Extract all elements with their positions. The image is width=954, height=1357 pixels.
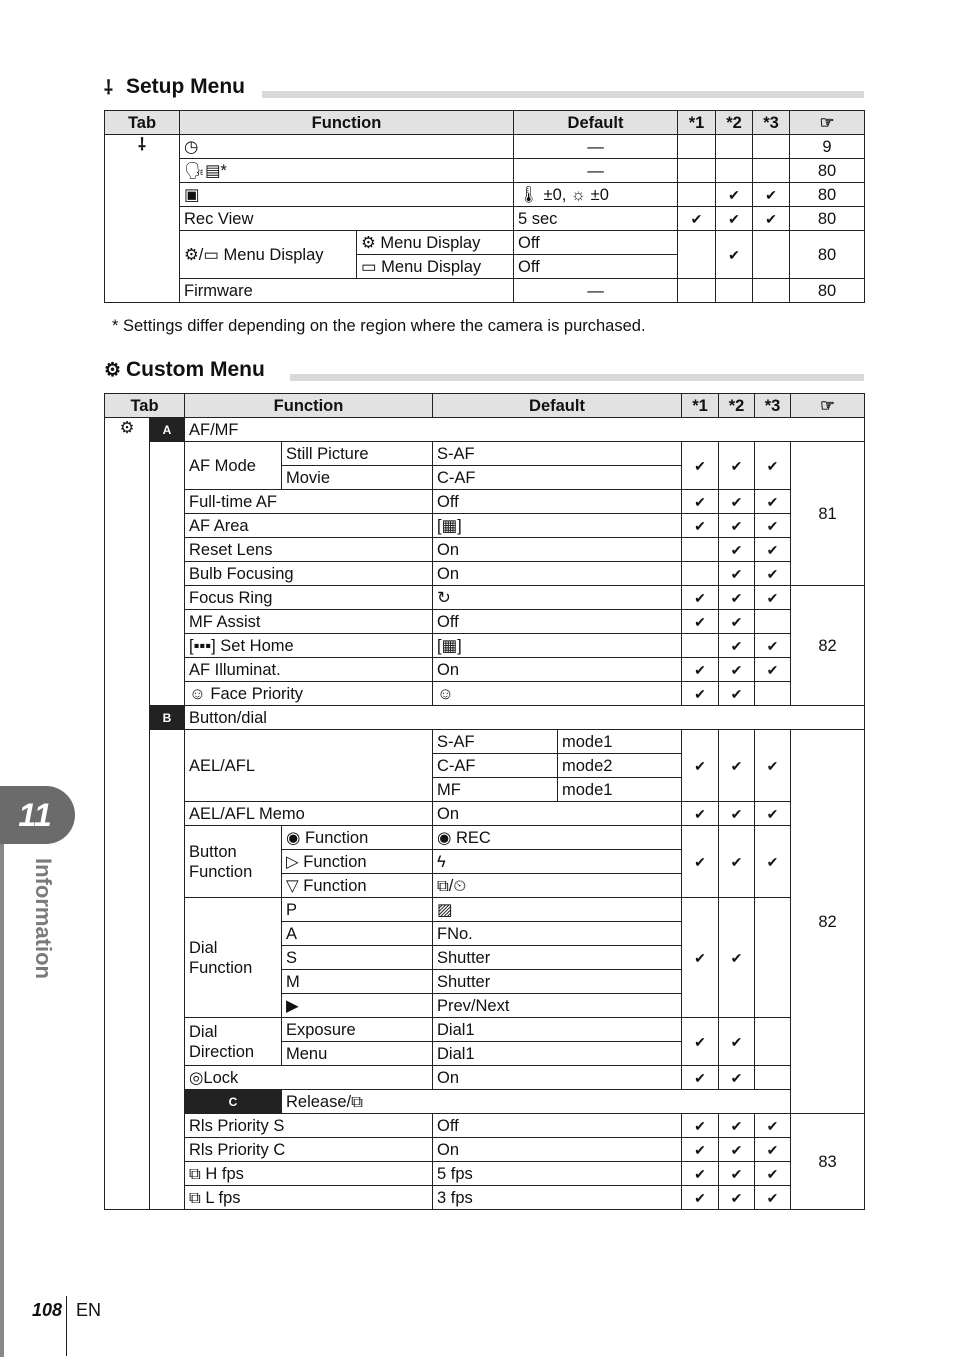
check bbox=[753, 135, 790, 159]
table-row bbox=[105, 682, 865, 706]
group-spacer bbox=[150, 1114, 185, 1210]
function-label: ⧉ L fps bbox=[185, 1186, 433, 1210]
check: ✔ bbox=[682, 1162, 719, 1186]
header-note3: *3 bbox=[753, 111, 790, 135]
group-label: AF/MF bbox=[185, 418, 865, 442]
sub-label: C-AF bbox=[433, 754, 558, 778]
check bbox=[678, 231, 716, 279]
table-row bbox=[105, 1066, 865, 1090]
default-value: Off bbox=[514, 255, 678, 279]
group-header bbox=[105, 1090, 865, 1114]
check: ✔ bbox=[719, 490, 755, 514]
table-row bbox=[105, 658, 865, 682]
check: ✔ bbox=[716, 231, 753, 279]
function-label: Rls Priority S bbox=[185, 1114, 433, 1138]
gears-icon: ⚙ bbox=[104, 359, 122, 381]
check: ✔ bbox=[719, 658, 755, 682]
check: ✔ bbox=[716, 183, 753, 207]
sub-label: Still Picture bbox=[282, 442, 433, 466]
default-value: Off bbox=[433, 610, 682, 634]
check: ✔ bbox=[719, 1186, 755, 1210]
gears-tab-icon: ⚙ bbox=[105, 418, 150, 1210]
sub-label: Exposure bbox=[282, 1018, 433, 1042]
check: ✔ bbox=[682, 586, 719, 610]
check: ✔ bbox=[719, 634, 755, 658]
custom-menu-title: ⚙ Custom Menu bbox=[104, 358, 265, 381]
default-value: [▦] bbox=[433, 514, 682, 538]
check bbox=[682, 562, 719, 586]
wrench-icon: ⸸ bbox=[104, 78, 113, 99]
check bbox=[678, 279, 716, 303]
check bbox=[755, 682, 791, 706]
function-label: Dial Function bbox=[185, 898, 282, 1018]
function-label: Firmware bbox=[180, 279, 514, 303]
check: ✔ bbox=[719, 514, 755, 538]
check: ✔ bbox=[755, 634, 791, 658]
function-label: Full-time AF bbox=[185, 490, 433, 514]
table-header bbox=[105, 111, 865, 135]
default-value: — bbox=[514, 279, 678, 303]
default-value: — bbox=[514, 159, 678, 183]
page-number: 108 bbox=[32, 1300, 63, 1320]
check: ✔ bbox=[719, 538, 755, 562]
check: ✔ bbox=[682, 826, 719, 898]
check: ✔ bbox=[755, 802, 791, 826]
header-tab: Tab bbox=[105, 394, 185, 418]
check: ✔ bbox=[719, 826, 755, 898]
default-value: On bbox=[433, 802, 682, 826]
check: ✔ bbox=[719, 1114, 755, 1138]
check: ✔ bbox=[753, 207, 790, 231]
menu-display-label: ⚙/▭ Menu Display bbox=[180, 231, 357, 279]
header-note2: *2 bbox=[719, 394, 755, 418]
function-label: AF Mode bbox=[185, 442, 282, 490]
check: ✔ bbox=[755, 586, 791, 610]
sub-label: Movie bbox=[282, 466, 433, 490]
default-value: C-AF bbox=[433, 466, 682, 490]
default-value: ☺ bbox=[433, 682, 682, 706]
clock-icon: ◷ bbox=[180, 135, 514, 159]
table-row bbox=[105, 1162, 865, 1186]
default-value: ↻ bbox=[433, 586, 682, 610]
page-ref: 9 bbox=[790, 135, 865, 159]
monitor-icon: ▣ bbox=[180, 183, 514, 207]
function-label: ◎Lock bbox=[185, 1066, 433, 1090]
check: ✔ bbox=[755, 538, 791, 562]
table-row bbox=[105, 538, 865, 562]
default-value: ◉ REC bbox=[433, 826, 682, 850]
function-label: Focus Ring bbox=[185, 586, 433, 610]
chapter-rule bbox=[0, 843, 4, 1357]
header-note1: *1 bbox=[682, 394, 719, 418]
wrench-tab-icon: ⸸ bbox=[105, 135, 180, 303]
default-value: 🌡 ±0, ☼ ±0 bbox=[514, 183, 678, 207]
default-value: On bbox=[433, 1138, 682, 1162]
table-row bbox=[105, 231, 865, 255]
footer-divider bbox=[66, 1296, 67, 1356]
table-row bbox=[105, 442, 865, 466]
check: ✔ bbox=[682, 1114, 719, 1138]
check: ✔ bbox=[682, 802, 719, 826]
check: ✔ bbox=[719, 1162, 755, 1186]
check: ✔ bbox=[682, 1138, 719, 1162]
group-header bbox=[105, 706, 865, 730]
check: ✔ bbox=[719, 442, 755, 490]
group-spacer bbox=[150, 442, 185, 706]
default-value: Shutter bbox=[433, 970, 682, 994]
chapter-number: 11 bbox=[18, 797, 52, 833]
function-label: Dial Direction bbox=[185, 1018, 282, 1066]
header-default: Default bbox=[514, 111, 678, 135]
default-value: Dial1 bbox=[433, 1042, 682, 1066]
check: ✔ bbox=[755, 730, 791, 802]
check bbox=[682, 634, 719, 658]
group-label: Button/dial bbox=[185, 706, 865, 730]
header-function: Function bbox=[185, 394, 433, 418]
function-label: Bulb Focusing bbox=[185, 562, 433, 586]
check bbox=[678, 183, 716, 207]
check bbox=[716, 135, 753, 159]
setup-menu-table bbox=[104, 110, 865, 303]
table-row bbox=[105, 730, 865, 754]
section-rule bbox=[262, 91, 864, 98]
table-row bbox=[105, 1018, 865, 1042]
default-value: S-AF bbox=[433, 442, 682, 466]
default-value: 5 fps bbox=[433, 1162, 682, 1186]
check: ✔ bbox=[682, 1186, 719, 1210]
check bbox=[755, 1066, 791, 1090]
check: ✔ bbox=[755, 1114, 791, 1138]
page-language: EN bbox=[76, 1300, 102, 1320]
check: ✔ bbox=[682, 514, 719, 538]
default-value: FNo. bbox=[433, 922, 682, 946]
chapter-label: Information bbox=[31, 858, 56, 979]
check: ✔ bbox=[682, 1066, 719, 1090]
default-value: mode1 bbox=[558, 730, 682, 754]
sub-label: S bbox=[282, 946, 433, 970]
check bbox=[755, 610, 791, 634]
group-label: Release/⧉ bbox=[282, 1090, 865, 1114]
info-menu-display: ▭ Menu Display bbox=[357, 255, 514, 279]
check: ✔ bbox=[755, 514, 791, 538]
check: ✔ bbox=[755, 442, 791, 490]
check bbox=[682, 538, 719, 562]
default-value: mode2 bbox=[558, 754, 682, 778]
check: ✔ bbox=[682, 898, 719, 1018]
custom-menu-table bbox=[104, 393, 865, 1210]
check bbox=[753, 231, 790, 279]
sub-label: MF bbox=[433, 778, 558, 802]
table-row bbox=[105, 183, 865, 207]
function-label: Reset Lens bbox=[185, 538, 433, 562]
function-label: Rec View bbox=[180, 207, 514, 231]
sub-label: A bbox=[282, 922, 433, 946]
check: ✔ bbox=[755, 826, 791, 898]
table-row bbox=[105, 279, 865, 303]
sub-label: ▷ Function bbox=[282, 850, 433, 874]
check: ✔ bbox=[719, 802, 755, 826]
check: ✔ bbox=[682, 730, 719, 802]
table-row bbox=[105, 826, 865, 850]
function-label: Button Function bbox=[185, 826, 282, 898]
sub-label: S-AF bbox=[433, 730, 558, 754]
check: ✔ bbox=[755, 658, 791, 682]
table-row bbox=[105, 490, 865, 514]
check bbox=[716, 279, 753, 303]
header-tab: Tab bbox=[105, 111, 180, 135]
table-row bbox=[105, 1186, 865, 1210]
custom-menu-display: ⚙ Menu Display bbox=[357, 231, 514, 255]
default-value: Prev/Next bbox=[433, 994, 682, 1018]
page-ref: 80 bbox=[790, 231, 865, 279]
table-row bbox=[105, 586, 865, 610]
check: ✔ bbox=[755, 490, 791, 514]
function-label: ☺ Face Priority bbox=[185, 682, 433, 706]
page-ref: 83 bbox=[791, 1114, 865, 1210]
check: ✔ bbox=[719, 610, 755, 634]
check: ✔ bbox=[719, 586, 755, 610]
function-label: MF Assist bbox=[185, 610, 433, 634]
group-a-icon: A bbox=[150, 418, 185, 442]
check: ✔ bbox=[719, 1066, 755, 1090]
check: ✔ bbox=[719, 562, 755, 586]
check: ✔ bbox=[719, 1018, 755, 1066]
page-ref: 82 bbox=[791, 730, 865, 1114]
check: ✔ bbox=[716, 207, 753, 231]
default-value: Shutter bbox=[433, 946, 682, 970]
header-note3: *3 bbox=[755, 394, 791, 418]
function-label: [▪▪▪] Set Home bbox=[185, 634, 433, 658]
section-rule bbox=[290, 374, 864, 381]
check: ✔ bbox=[719, 682, 755, 706]
page-ref-icon: ☞ bbox=[790, 111, 865, 135]
default-value: On bbox=[433, 658, 682, 682]
page-ref: 82 bbox=[791, 586, 865, 706]
language-icon: 🗣︎▤* bbox=[180, 159, 514, 183]
check bbox=[755, 898, 791, 1018]
page-ref-icon: ☞ bbox=[791, 394, 865, 418]
header-note1: *1 bbox=[678, 111, 716, 135]
check bbox=[753, 159, 790, 183]
default-value: ϟ bbox=[433, 850, 682, 874]
default-value: Dial1 bbox=[433, 1018, 682, 1042]
check: ✔ bbox=[682, 490, 719, 514]
sub-label: Menu bbox=[282, 1042, 433, 1066]
playback-icon: ▶ bbox=[282, 994, 433, 1018]
check: ✔ bbox=[719, 898, 755, 1018]
check: ✔ bbox=[678, 207, 716, 231]
check: ✔ bbox=[682, 610, 719, 634]
table-row bbox=[105, 1138, 865, 1162]
check: ✔ bbox=[755, 562, 791, 586]
check: ✔ bbox=[755, 1162, 791, 1186]
default-value: Off bbox=[433, 490, 682, 514]
table-row bbox=[105, 1114, 865, 1138]
check: ✔ bbox=[719, 730, 755, 802]
function-label: Rls Priority C bbox=[185, 1138, 433, 1162]
default-value: — bbox=[514, 135, 678, 159]
check: ✔ bbox=[755, 1186, 791, 1210]
sub-label: ▽ Function bbox=[282, 874, 433, 898]
table-row bbox=[105, 159, 865, 183]
default-value: 5 sec bbox=[514, 207, 678, 231]
table-header bbox=[105, 394, 865, 418]
table-row bbox=[105, 634, 865, 658]
default-value: Off bbox=[514, 231, 678, 255]
function-label: AF Illuminat. bbox=[185, 658, 433, 682]
footnote: * Settings differ depending on the region where the camera is purchased. bbox=[112, 317, 646, 335]
default-value: 3 fps bbox=[433, 1186, 682, 1210]
page-ref: 80 bbox=[790, 279, 865, 303]
group-b-icon: B bbox=[150, 706, 185, 730]
default-value: ⧉/⏲ bbox=[433, 874, 682, 898]
header-note2: *2 bbox=[716, 111, 753, 135]
function-label: AEL/AFL bbox=[185, 730, 433, 802]
check bbox=[678, 135, 716, 159]
check: ✔ bbox=[755, 1138, 791, 1162]
page-ref: 80 bbox=[790, 183, 865, 207]
table-row bbox=[105, 802, 865, 826]
page-ref: 80 bbox=[790, 159, 865, 183]
function-label: AF Area bbox=[185, 514, 433, 538]
default-value: On bbox=[433, 1066, 682, 1090]
check: ✔ bbox=[753, 183, 790, 207]
group-c-icon: C bbox=[185, 1090, 282, 1114]
table-row bbox=[105, 514, 865, 538]
default-value: Off bbox=[433, 1114, 682, 1138]
check: ✔ bbox=[719, 1138, 755, 1162]
check: ✔ bbox=[682, 442, 719, 490]
table-row bbox=[105, 207, 865, 231]
sub-label: M bbox=[282, 970, 433, 994]
default-value: On bbox=[433, 538, 682, 562]
check bbox=[755, 1018, 791, 1066]
group-header bbox=[105, 418, 865, 442]
sub-label: P bbox=[282, 898, 433, 922]
check bbox=[753, 279, 790, 303]
default-value: On bbox=[433, 562, 682, 586]
header-function: Function bbox=[180, 111, 514, 135]
table-row bbox=[105, 610, 865, 634]
table-row bbox=[105, 898, 865, 922]
check bbox=[716, 159, 753, 183]
check: ✔ bbox=[682, 1018, 719, 1066]
check bbox=[678, 159, 716, 183]
default-value: mode1 bbox=[558, 778, 682, 802]
function-label: ⧉ H fps bbox=[185, 1162, 433, 1186]
page-ref: 80 bbox=[790, 207, 865, 231]
check: ✔ bbox=[682, 658, 719, 682]
header-default: Default bbox=[433, 394, 682, 418]
page-ref: 81 bbox=[791, 442, 865, 586]
function-label: AEL/AFL Memo bbox=[185, 802, 433, 826]
sub-label: ◉ Function bbox=[282, 826, 433, 850]
default-value: [▦] bbox=[433, 634, 682, 658]
check: ✔ bbox=[682, 682, 719, 706]
table-row bbox=[105, 562, 865, 586]
group-spacer bbox=[150, 730, 185, 1114]
setup-menu-title: ⸸ Setup Menu bbox=[104, 75, 245, 99]
default-value: ▨ bbox=[433, 898, 682, 922]
table-row bbox=[105, 135, 865, 159]
